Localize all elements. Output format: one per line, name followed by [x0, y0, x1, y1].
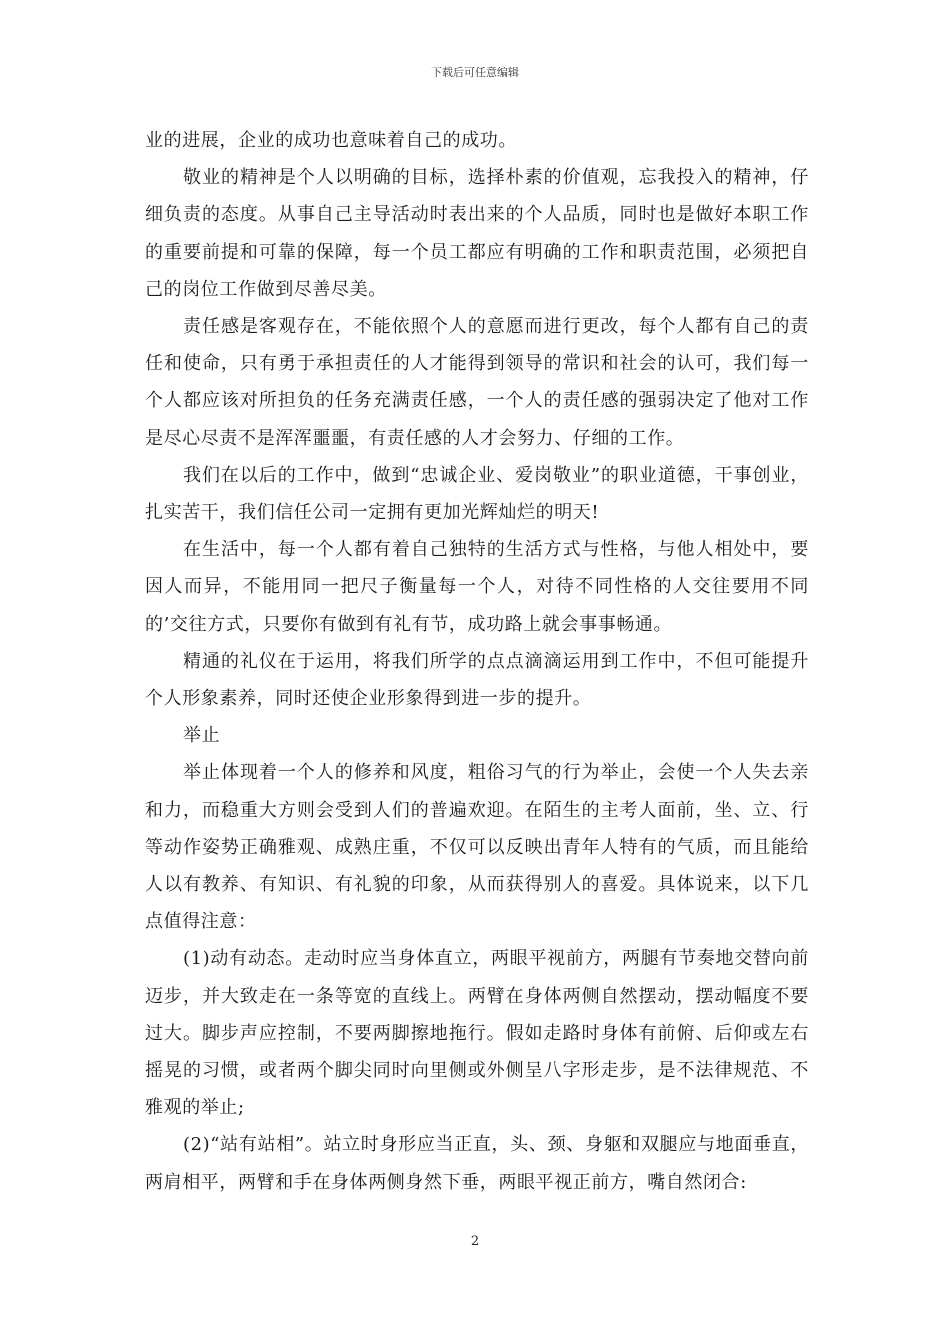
paragraph: (2)“站有站相”。站立时身形应当正直，头、颈、身躯和双腿应与地面垂直，两肩相平，两臂和手在身体两侧身然下垂，两眼平视正前方，嘴自然闭合:	[145, 1134, 809, 1193]
paragraph: 我们在以后的工作中，做到“忠诚企业、爱岗敬业”的职业道德，干事创业，扎实苦干，我们信任公司一定拥有更加光辉灿烂的明天!	[145, 464, 809, 524]
page-header-note: 下载后可任意编辑	[431, 66, 519, 79]
paragraph: 责任感是客观存在，不能依照个人的意愿而进行更改，每个人都有自己的责任和使命，只有勇于承担责任的人才能得到领导的常识和社会的认可，我们每一个人都应该对所担负的任务充满责任感，一个人的责任感的强弱决定了他对工作是尽心尽责不是浑浑噩噩，有责任感的人才会努力、仔细的工作。	[145, 316, 809, 449]
paragraph: 业的进展，企业的成功也意味着自己的成功。	[145, 130, 517, 151]
paragraph: (1)动有动态。走动时应当身体直立，两眼平视前方，两腿有节奏地交替向前迈步，并大致走在一条等宽的直线上。两臂在身体两侧自然摆动，摆动幅度不要过大。脚步声应控制，不要两脚擦地拖行。假如走路时身体有前俯、后仰或左右摇晃的习惯，或者两个脚尖同时向里侧或外侧呈八字形走步，是不法律规范、不雅观的举止;	[145, 948, 809, 1119]
page-number: 2	[470, 1234, 480, 1249]
paragraph: 精通的礼仪在于运用，将我们所学的点点滴滴运用到工作中，不但可能提升个人形象素养，同时还使企业形象得到进一步的提升。	[145, 650, 809, 710]
document-body	[145, 122, 809, 1201]
paragraph: 举止体现着一个人的修养和风度，粗俗习气的行为举止，会使一个人失去亲和力，而稳重大方则会受到人们的普遍欢迎。在陌生的主考人面前，坐、立、行等动作姿势正确雅观、成熟庄重，不仅可以反映出青年人特有的气质，而且能给人以有教养、有知识、有礼貌的印象，从而获得别人的喜爱。具体说来，以下几点值得注意：	[145, 762, 809, 933]
paragraph: 敬业的精神是个人以明确的目标，选择朴素的价值观，忘我投入的精神，仔细负责的态度。从事自己主导活动时表出来的个人品质，同时也是做好本职工作的重要前提和可靠的保障，每一个员工都应有明确的工作和职责范围，必须把自己的岗位工作做到尽善尽美。	[145, 167, 809, 300]
section-heading: 举止	[183, 725, 221, 747]
paragraph: 在生活中，每一个人都有着自己独特的生活方式与性格，与他人相处中，要因人而异，不能用同一把尺子衡量每一个人，对待不同性格的人交往要用不同的’交往方式，只要你有做到有礼有节，成功路上就会事事畅通。	[145, 539, 809, 635]
